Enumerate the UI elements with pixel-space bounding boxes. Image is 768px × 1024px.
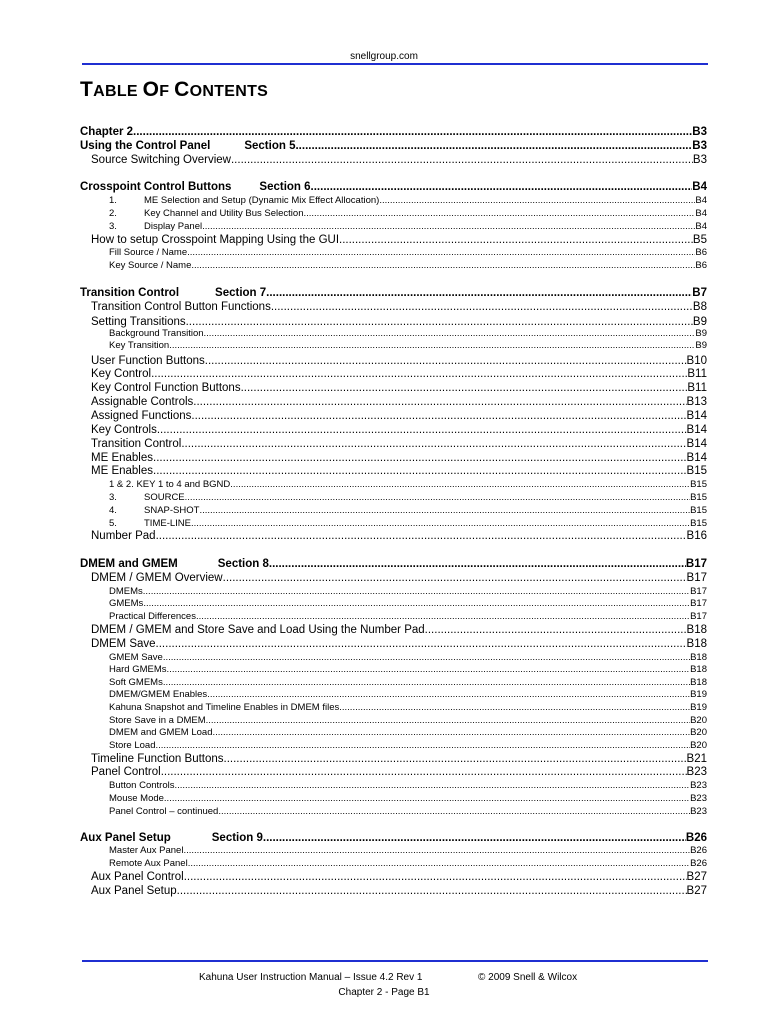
toc-entry-label: 1 & 2. KEY 1 to 4 and BGND xyxy=(109,479,231,490)
toc-entry-label: Kahuna Snapshot and Timeline Enables in DMEM files xyxy=(109,702,340,713)
toc-page-number: B23 xyxy=(690,780,707,791)
toc-page-number: B16 xyxy=(686,530,707,542)
toc-page-number: B18 xyxy=(690,677,707,688)
toc-page-number: B17 xyxy=(685,558,707,570)
toc-entry-label: Soft GMEMs xyxy=(109,677,163,688)
toc-entry-label: Aux Panel Setup xyxy=(80,832,171,844)
toc-entry-label: Assignable Controls xyxy=(91,396,194,408)
toc-page-number: B20 xyxy=(690,740,707,751)
toc-entry-label xyxy=(109,221,202,232)
toc-entry[interactable] xyxy=(80,780,707,791)
toc-entry-label: Practical Differences xyxy=(109,611,196,622)
toc-leader-dots xyxy=(339,702,690,713)
toc-leader-dots xyxy=(133,126,692,138)
toc-section-label: Section 7 xyxy=(215,287,267,299)
toc-entry[interactable] xyxy=(80,355,707,367)
toc-leader-dots xyxy=(241,382,688,394)
toc-entry[interactable] xyxy=(80,793,707,804)
toc-leader-dots xyxy=(311,181,693,193)
toc-entry[interactable] xyxy=(80,328,707,339)
toc-leader-dots xyxy=(164,793,690,804)
toc-leader-dots xyxy=(223,572,687,584)
toc-entry-label: Store Load xyxy=(109,740,156,751)
toc-page-number: B7 xyxy=(692,287,707,299)
toc-leader-dots xyxy=(163,677,690,688)
toc-page-number: B21 xyxy=(686,753,707,765)
toc-entry-label: Remote Aux Panel xyxy=(109,858,188,869)
toc-entry[interactable] xyxy=(80,340,707,351)
toc-page-number: B15 xyxy=(690,518,707,529)
toc-entry[interactable] xyxy=(80,368,707,380)
toc-page-number: B6 xyxy=(695,247,707,258)
toc-entry[interactable] xyxy=(80,740,707,751)
toc-entry-text: Display Panel xyxy=(144,221,203,232)
toc-section-label: Section 6 xyxy=(259,181,311,193)
toc-entry-label: Key Controls xyxy=(91,424,157,436)
site-url: snellgroup.com xyxy=(350,51,418,62)
toc-leader-dots xyxy=(177,885,687,897)
toc-entry[interactable] xyxy=(80,652,707,663)
toc-entry-text: TIME-LINE xyxy=(144,518,191,529)
toc-leader-dots xyxy=(157,424,687,436)
toc-leader-dots xyxy=(183,845,690,856)
toc-entry-label xyxy=(109,492,185,503)
toc-page-number: B23 xyxy=(690,793,707,804)
toc-entry-label: Timeline Function Buttons xyxy=(91,753,224,765)
toc-entry[interactable] xyxy=(80,885,707,897)
toc-entry-label: Chapter 2 xyxy=(80,126,134,138)
toc-page-number: B4 xyxy=(695,195,707,206)
toc-page-number: B9 xyxy=(695,340,707,351)
toc-entry-label: Panel Control xyxy=(91,766,161,778)
toc-entry[interactable] xyxy=(80,586,707,597)
toc-entry[interactable] xyxy=(80,465,707,477)
toc-entry[interactable] xyxy=(80,424,707,436)
toc-leader-dots xyxy=(186,316,693,328)
toc-entry[interactable] xyxy=(80,689,707,700)
toc-page-number: B15 xyxy=(690,492,707,503)
toc-entry[interactable] xyxy=(80,858,707,869)
toc-page-number: B15 xyxy=(690,479,707,490)
toc-page-number: B14 xyxy=(686,410,707,422)
copyright: © 2009 Snell & Wilcox xyxy=(478,972,578,983)
toc-entry[interactable] xyxy=(80,505,707,516)
toc-page-number: B17 xyxy=(690,586,707,597)
toc-entry-label: DMEM and GMEM xyxy=(80,558,178,570)
toc-leader-dots xyxy=(184,871,687,883)
toc-leader-dots xyxy=(379,195,695,206)
toc-entry-number: 2. xyxy=(109,208,117,219)
toc-entry[interactable] xyxy=(80,530,707,542)
toc-entry[interactable] xyxy=(80,715,707,726)
toc-page-number: B26 xyxy=(690,845,707,856)
toc-page-number: B14 xyxy=(686,452,707,464)
toc-leader-dots xyxy=(205,355,687,367)
toc-leader-dots xyxy=(156,638,687,650)
toc-leader-dots xyxy=(161,766,687,778)
toc-entry-label: Aux Panel Control xyxy=(91,871,184,883)
toc-entry[interactable] xyxy=(80,753,707,765)
toc-leader-dots xyxy=(169,340,695,351)
toc-entry[interactable] xyxy=(80,221,707,232)
toc-entry[interactable] xyxy=(80,518,707,529)
toc-entry[interactable] xyxy=(80,301,707,313)
toc-page-number: B9 xyxy=(692,316,707,328)
toc-entry-label xyxy=(109,208,303,219)
toc-page-number: B3 xyxy=(692,154,707,166)
toc-leader-dots xyxy=(191,260,695,271)
toc-leader-dots xyxy=(207,689,690,700)
toc-entry-number: 3. xyxy=(109,492,117,503)
toc-page-number: B6 xyxy=(695,260,707,271)
toc-entry[interactable] xyxy=(80,287,707,299)
toc-leader-dots xyxy=(269,558,686,570)
toc-entry[interactable] xyxy=(80,260,707,271)
toc-entry-label: DMEM Save xyxy=(91,638,156,650)
toc-page-number: B18 xyxy=(686,638,707,650)
toc-entry-label: DMEM / GMEM Overview xyxy=(91,572,223,584)
toc-leader-dots xyxy=(224,753,687,765)
toc-leader-dots xyxy=(153,452,687,464)
toc-page-number: B23 xyxy=(686,766,707,778)
toc-entry-label: User Function Buttons xyxy=(91,355,205,367)
toc-section-label: Section 8 xyxy=(217,558,269,570)
toc-entry[interactable] xyxy=(80,572,707,584)
toc-entry[interactable] xyxy=(80,832,707,844)
toc-entry-label: ME Enables xyxy=(91,452,154,464)
toc-page-number: B27 xyxy=(686,885,707,897)
toc-page-number: B17 xyxy=(690,611,707,622)
toc-entry[interactable] xyxy=(80,845,707,856)
toc-page-number: B26 xyxy=(690,858,707,869)
toc-entry-label: Key Source / Name xyxy=(109,260,192,271)
toc-leader-dots xyxy=(218,806,690,817)
manual-title: Kahuna User Instruction Manual – Issue 4.2 Rev 1 xyxy=(199,972,423,983)
toc-entry-label: Assigned Functions xyxy=(91,410,192,422)
toc-page-number: B18 xyxy=(690,652,707,663)
toc-entry-number: 3. xyxy=(109,221,117,232)
toc-page-number: B15 xyxy=(690,505,707,516)
toc-leader-dots xyxy=(263,832,686,844)
toc-entry-label: Key Control xyxy=(91,368,152,380)
toc-leader-dots xyxy=(155,740,690,751)
toc-leader-dots xyxy=(266,287,692,299)
toc-leader-dots xyxy=(167,664,691,675)
toc-entry[interactable] xyxy=(80,492,707,503)
toc-leader-dots xyxy=(199,505,690,516)
toc-entry-number: 4. xyxy=(109,505,117,516)
toc-entry-label: Crosspoint Control Buttons xyxy=(80,181,232,193)
toc-entry-label: Using the Control Panel xyxy=(80,140,211,152)
toc-entry-label: Panel Control – continued xyxy=(109,806,219,817)
toc-page-number: B20 xyxy=(690,727,707,738)
toc-entry[interactable] xyxy=(80,677,707,688)
toc-leader-dots xyxy=(303,208,695,219)
toc-entry[interactable] xyxy=(80,452,707,464)
toc-page-number: B20 xyxy=(690,715,707,726)
toc-entry-label: DMEM/GMEM Enables xyxy=(109,689,208,700)
toc-entry-label: GMEMs xyxy=(109,598,144,609)
toc-entry[interactable] xyxy=(80,247,707,258)
toc-entry-label: Key Control Function Buttons xyxy=(91,382,241,394)
toc-entry-label: Hard GMEMs xyxy=(109,664,167,675)
toc-entry-label: Transition Control xyxy=(91,438,182,450)
toc-entry[interactable] xyxy=(80,611,707,622)
toc-entry-label: Master Aux Panel xyxy=(109,845,184,856)
toc-leader-dots xyxy=(143,586,690,597)
toc-entry[interactable] xyxy=(80,766,707,778)
toc-entry[interactable] xyxy=(80,154,707,166)
toc-entry[interactable] xyxy=(80,195,707,206)
toc-page-number: B14 xyxy=(686,424,707,436)
toc-entry[interactable] xyxy=(80,727,707,738)
toc-page-number: B4 xyxy=(692,181,707,193)
toc-page-number: B4 xyxy=(695,221,707,232)
toc-entry[interactable] xyxy=(80,126,707,138)
toc-entry-label: Key Transition xyxy=(109,340,170,351)
toc-page-number: B11 xyxy=(687,368,707,380)
toc-page-number: B4 xyxy=(695,208,707,219)
toc-entry-label: ME Enables xyxy=(91,465,154,477)
toc-entry-label: Aux Panel Setup xyxy=(91,885,177,897)
toc-page-number: B9 xyxy=(695,328,707,339)
toc-entry-label: Setting Transitions xyxy=(91,316,186,328)
toc-entry-label: DMEMs xyxy=(109,586,143,597)
toc-entry-label xyxy=(109,505,199,516)
toc-entry[interactable] xyxy=(80,664,707,675)
toc-page-number: B19 xyxy=(690,689,707,700)
toc-entry[interactable] xyxy=(80,208,707,219)
toc-entry[interactable] xyxy=(80,140,707,152)
page-number: Chapter 2 - Page B1 xyxy=(338,987,430,998)
toc-leader-dots xyxy=(212,727,690,738)
toc-entry-label: How to setup Crosspoint Mapping Using the GUI xyxy=(91,234,340,246)
toc-leader-dots xyxy=(231,154,693,166)
footer-rule xyxy=(82,960,708,962)
toc-leader-dots xyxy=(188,858,690,869)
toc-leader-dots xyxy=(151,368,687,380)
toc-entry-label: GMEM Save xyxy=(109,652,163,663)
toc-page-number: B3 xyxy=(692,140,707,152)
toc-entry-text: SNAP-SHOT xyxy=(144,505,200,516)
toc-leader-dots xyxy=(191,410,686,422)
toc-entry-label: Background Transition xyxy=(109,328,204,339)
toc-leader-dots xyxy=(271,301,693,313)
toc-page-number: B18 xyxy=(686,624,707,636)
toc-page-number: B10 xyxy=(686,355,707,367)
page-title: TABLE OF CONTENTS xyxy=(80,78,269,101)
toc-page-number: B8 xyxy=(692,301,707,313)
toc-entry[interactable] xyxy=(80,234,707,246)
toc-entry-label: Transition Control xyxy=(80,287,180,299)
toc-section-label: Section 9 xyxy=(211,832,263,844)
toc-entry[interactable] xyxy=(80,316,707,328)
toc-page-number: B27 xyxy=(686,871,707,883)
toc-entry[interactable] xyxy=(80,702,707,713)
toc-entry[interactable] xyxy=(80,396,707,408)
toc-page-number: B15 xyxy=(686,465,707,477)
toc-entry-number: 5. xyxy=(109,518,117,529)
toc-entry-text: ME Selection and Setup (Dynamic Mix Effect Allocation) xyxy=(144,195,380,206)
toc-page-number: B5 xyxy=(692,234,707,246)
toc-leader-dots xyxy=(206,715,690,726)
toc-section-label: Section 5 xyxy=(244,140,296,152)
toc-leader-dots xyxy=(174,780,690,791)
header-rule xyxy=(82,63,708,65)
toc-leader-dots xyxy=(339,234,693,246)
toc-leader-dots xyxy=(143,598,690,609)
toc-entry-label: Button Controls xyxy=(109,780,175,791)
toc-leader-dots xyxy=(153,465,687,477)
toc-leader-dots xyxy=(193,396,686,408)
toc-entry-text: SOURCE xyxy=(144,492,185,503)
toc-entry[interactable] xyxy=(80,410,707,422)
toc-leader-dots xyxy=(163,652,690,663)
toc-leader-dots xyxy=(156,530,687,542)
toc-page-number: B18 xyxy=(690,664,707,675)
toc-entry-text: Key Channel and Utility Bus Selection xyxy=(144,208,304,219)
toc-entry-label: DMEM and GMEM Load xyxy=(109,727,213,738)
toc-leader-dots xyxy=(196,611,690,622)
toc-entry-label: Mouse Mode xyxy=(109,793,164,804)
toc-leader-dots xyxy=(191,518,690,529)
toc-entry[interactable] xyxy=(80,181,707,193)
toc-entry-label: Fill Source / Name xyxy=(109,247,188,258)
toc-entry[interactable] xyxy=(80,382,707,394)
toc-entry[interactable] xyxy=(80,558,707,570)
toc-page-number: B3 xyxy=(692,126,707,138)
toc-page-number: B26 xyxy=(685,832,707,844)
toc-entry-label xyxy=(109,518,191,529)
toc-entry-number: 1. xyxy=(109,195,117,206)
toc-leader-dots xyxy=(295,140,692,152)
toc-entry[interactable] xyxy=(80,806,707,817)
toc-leader-dots xyxy=(187,247,695,258)
toc-leader-dots xyxy=(181,438,686,450)
toc-leader-dots xyxy=(425,624,687,636)
toc-page-number: B14 xyxy=(686,438,707,450)
toc-leader-dots xyxy=(185,492,690,503)
toc-page-number: B23 xyxy=(690,806,707,817)
toc-entry[interactable] xyxy=(80,871,707,883)
toc-entry-label xyxy=(109,195,379,206)
toc-page-number: B13 xyxy=(686,396,707,408)
toc-page-number: B17 xyxy=(690,598,707,609)
toc-page-number: B11 xyxy=(687,382,707,394)
toc-entry-label: DMEM / GMEM and Store Save and Load Using the Number Pad xyxy=(91,624,425,636)
toc-entry[interactable] xyxy=(80,638,707,650)
toc-entry-label: Transition Control Button Functions xyxy=(91,301,271,313)
toc-entry[interactable] xyxy=(80,624,707,636)
toc-entry-label: Number Pad xyxy=(91,530,156,542)
toc-entry[interactable] xyxy=(80,438,707,450)
toc-entry[interactable] xyxy=(80,479,707,490)
toc-page-number: B17 xyxy=(686,572,707,584)
toc-leader-dots xyxy=(202,221,695,232)
toc-leader-dots xyxy=(204,328,696,339)
toc-entry-label: Source Switching Overview xyxy=(91,154,231,166)
toc-page-number: B19 xyxy=(690,702,707,713)
toc-entry-label: Store Save in a DMEM xyxy=(109,715,206,726)
toc-entry[interactable] xyxy=(80,598,707,609)
toc-leader-dots xyxy=(230,479,690,490)
